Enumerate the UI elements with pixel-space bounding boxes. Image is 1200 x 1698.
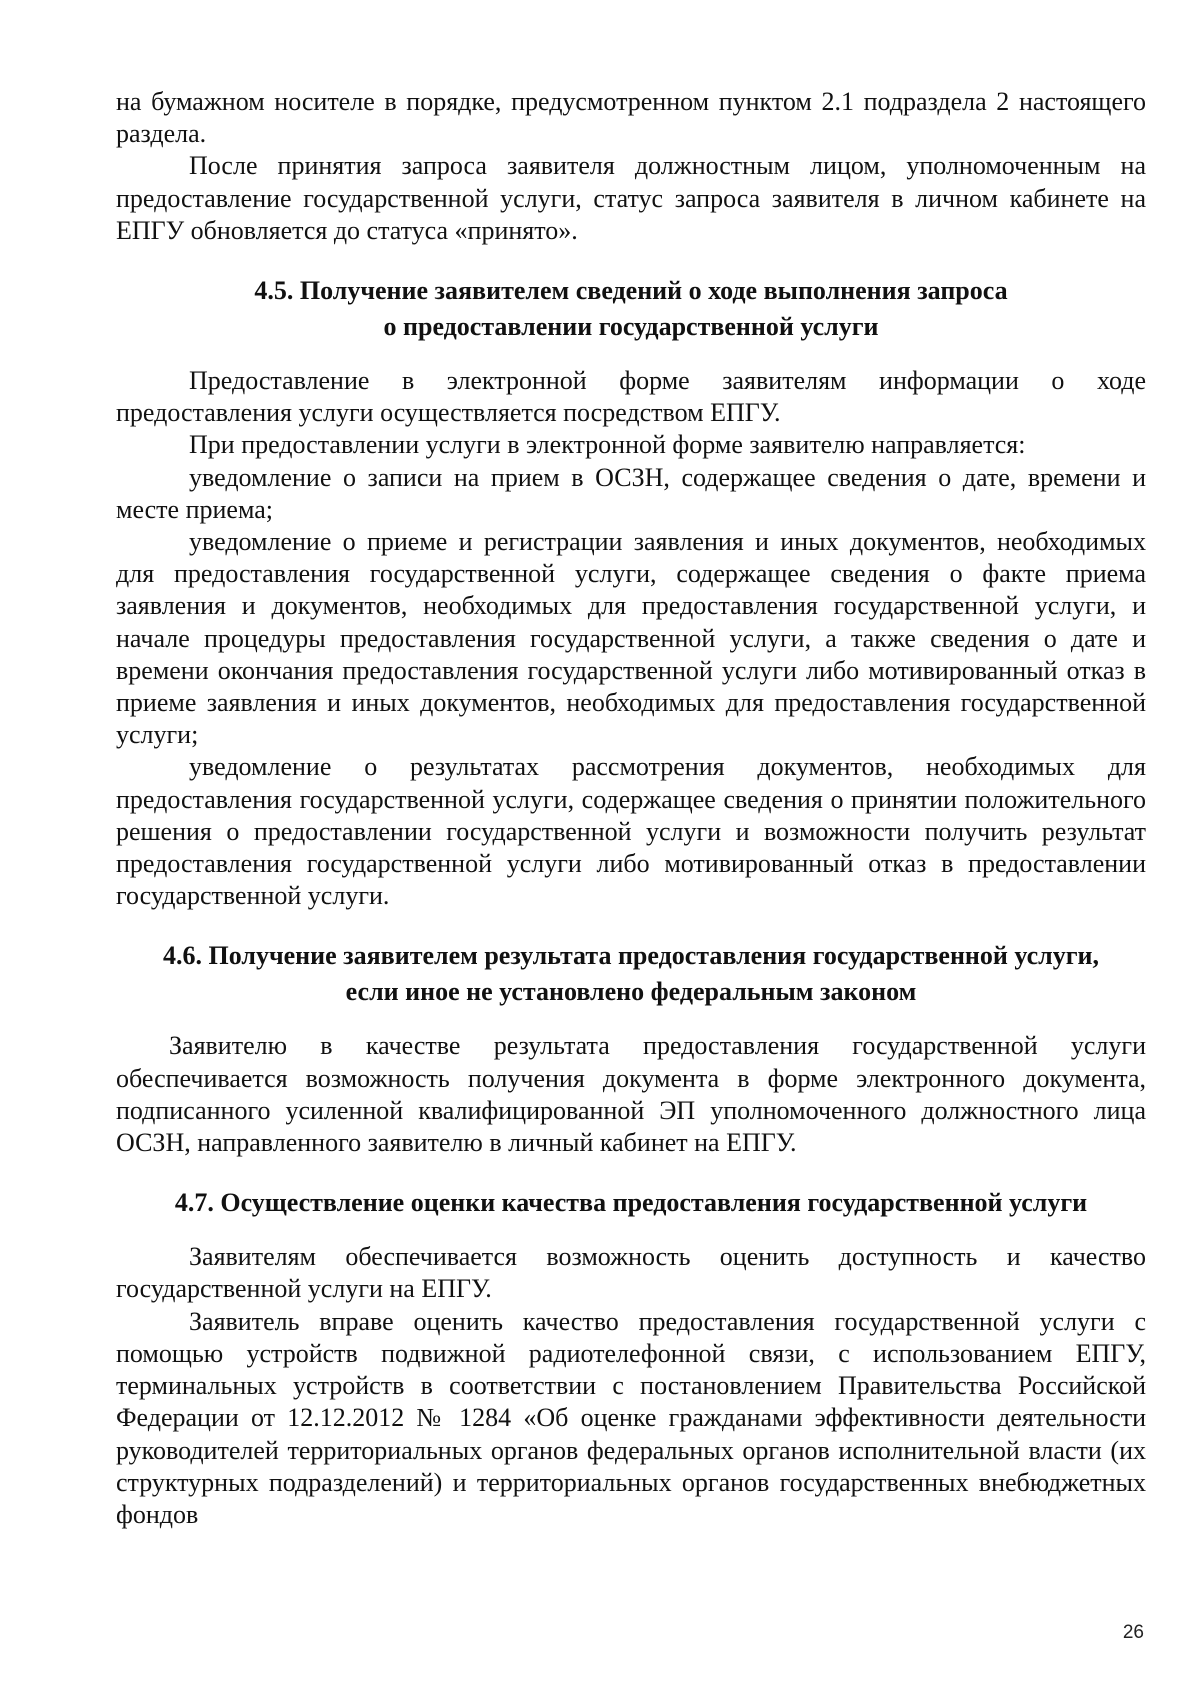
paragraph-4-6-1: Заявителю в качестве результата предоставления государственной услуги обеспечивается возможность получения документа в форме электронного документа, подписанного усиленной квалифицированной ЭП уполномоченного должностного лица ОСЗН, направленного заявителю в личный кабинет на ЕПГУ.: [116, 1031, 1146, 1158]
section-heading-4-7-line1: 4.7. Осуществление оценки качества предоставления государственной услуги: [174, 1188, 1088, 1218]
paragraph-4-5-4: уведомление о приеме и регистрации заявления и иных документов, необходимых для предоставления государственной услуги, содержащее сведения о факте приема заявления и документов, необходимых для предоставления государственной услуги, и начале процедуры предоставления государственной услуги, а также сведения о дате и времени окончания предоставления государственной услуги либо мотивированный отказ в приеме заявления и иных документов, необходимых для предоставления государственной услуги;: [116, 527, 1146, 750]
paragraph-4-5-3: уведомление о записи на прием в ОСЗН, содержащее сведения о дате, времени и месте приема;: [116, 462, 1146, 524]
paragraph-4-7-2: Заявитель вправе оценить качество предоставления государственной услуги с помощью устройств подвижной радиотелефонной связи, с использованием ЕПГУ, терминальных устройств в соответствии с постановлением Правительства Российской Федерации от 12.12.2012 № 1284 «Об оценке гражданами эффективности деятельности руководителей территориальных органов федеральных органов исполнительной власти (их структурных подразделений) и территориальных органов государственных внебюджетных фондов: [116, 1306, 1146, 1529]
spacer: [116, 1159, 1146, 1185]
section-heading-4-5-line2: о предоставлении государственной услуги: [383, 312, 879, 342]
paragraph-4-5-5: уведомление о результатах рассмотрения документов, необходимых для предоставления государственной услуги, содержащее сведения о принятии положительного решения о предоставлении государственной услуги и возможности получить результат предоставления государственной услуги либо мотивированный отказ в предоставлении государственной услуги.: [116, 752, 1146, 911]
section-heading-4-5-line1: 4.5. Получение заявителем сведений о ходе выполнения запроса: [254, 276, 1008, 306]
paragraph-4-5-2: При предоставлении услуги в электронной форме заявителю направляется:: [189, 430, 1026, 460]
section-heading-4-5: [116, 273, 1146, 345]
spacer: [116, 1010, 1146, 1030]
spacer: [116, 1221, 1146, 1241]
spacer: [116, 345, 1146, 365]
section-heading-4-6-line2: если иное не установлено федеральным законом: [345, 977, 917, 1007]
section-heading-4-7: [116, 1185, 1146, 1221]
page-number: 26: [1122, 1622, 1144, 1643]
spacer: [116, 247, 1146, 273]
page-content: [116, 86, 1146, 1531]
paragraph-status-update: После принятия запроса заявителя должностным лицом, уполномоченным на предоставление государственной услуги, статус запроса заявителя в личном кабинете на ЕПГУ обновляется до статуса «принято».: [116, 151, 1146, 245]
paragraph-continuation: на бумажном носителе в порядке, предусмотренном пунктом 2.1 подраздела 2 настоящего раздела.: [116, 87, 1146, 149]
paragraph-4-5-1: Предоставление в электронной форме заявителям информации о ходе предоставления услуги осуществляется посредством ЕПГУ.: [116, 366, 1146, 428]
paragraph-4-7-1: Заявителям обеспечивается возможность оценить доступность и качество государственной услуги на ЕПГУ.: [116, 1242, 1146, 1304]
section-heading-4-6: [116, 938, 1146, 1010]
spacer: [116, 912, 1146, 938]
section-heading-4-6-line1: 4.6. Получение заявителем результата предоставления государственной услуги,: [162, 941, 1099, 971]
